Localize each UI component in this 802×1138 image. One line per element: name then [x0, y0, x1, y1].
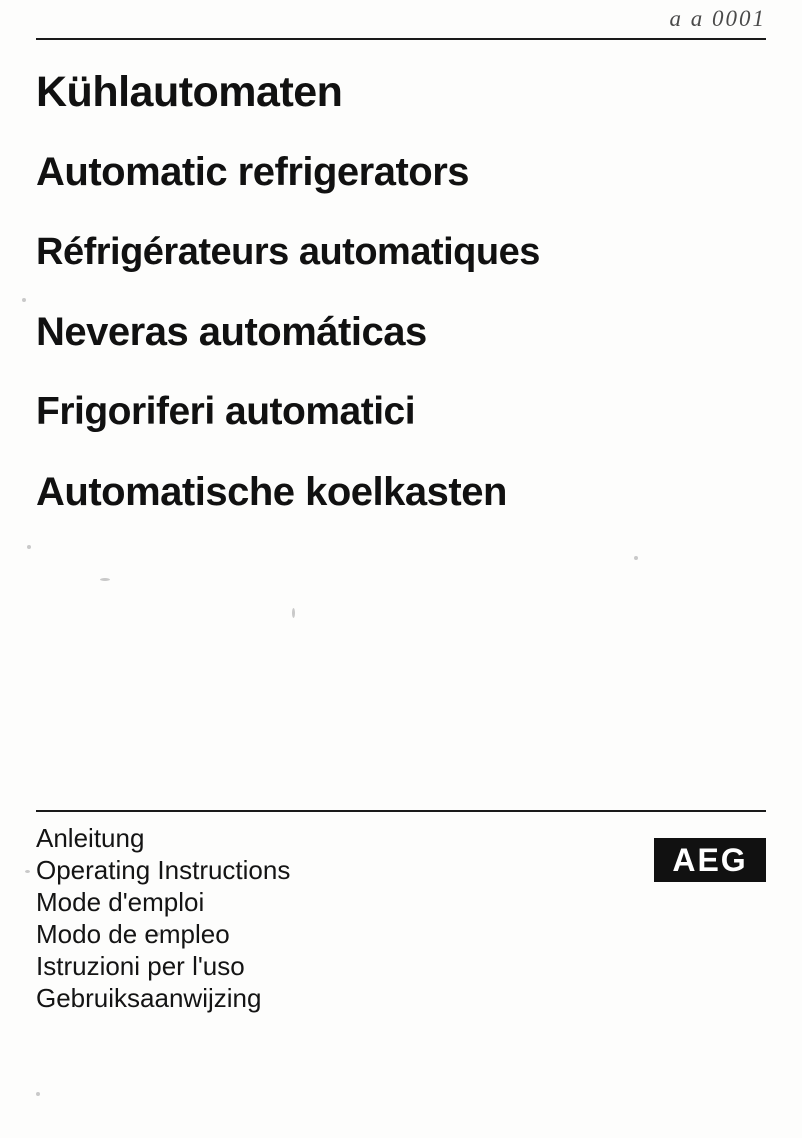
scan-speck: [27, 545, 31, 549]
title-block: [36, 52, 776, 532]
title-dutch: Automatische koelkasten: [36, 470, 507, 514]
title-french: Réfrigérateurs automatiques: [36, 231, 540, 273]
title-spanish: Neveras automáticas: [36, 310, 427, 354]
subtitle-german: Anleitung: [36, 823, 145, 853]
scan-speck: [36, 1092, 40, 1096]
scan-speck: [22, 298, 26, 302]
scan-speck: [292, 608, 295, 618]
handwritten-archive-note: a a 0001: [669, 6, 766, 31]
subtitle-english: Operating Instructions: [36, 855, 291, 885]
subtitle-italian: Istruzioni per l'uso: [36, 951, 245, 981]
scan-speck: [25, 870, 30, 873]
subtitle-spanish: Modo de empleo: [36, 919, 230, 949]
title-italian: Frigoriferi automatici: [36, 390, 416, 433]
scan-speck: [100, 578, 110, 581]
title-english: Automatic refrigerators: [36, 150, 470, 194]
subtitle-block: [36, 822, 506, 1014]
scan-speck: [634, 556, 638, 560]
bottom-divider-rule: [36, 810, 766, 812]
title-german: Kühlautomaten: [36, 68, 343, 116]
subtitle-dutch: Gebruiksaanwijzing: [36, 983, 262, 1013]
subtitle-french: Mode d'emploi: [36, 887, 205, 917]
aeg-logo: [654, 838, 766, 882]
top-divider-rule: [36, 38, 766, 40]
aeg-logo-text: AEG: [672, 841, 748, 878]
